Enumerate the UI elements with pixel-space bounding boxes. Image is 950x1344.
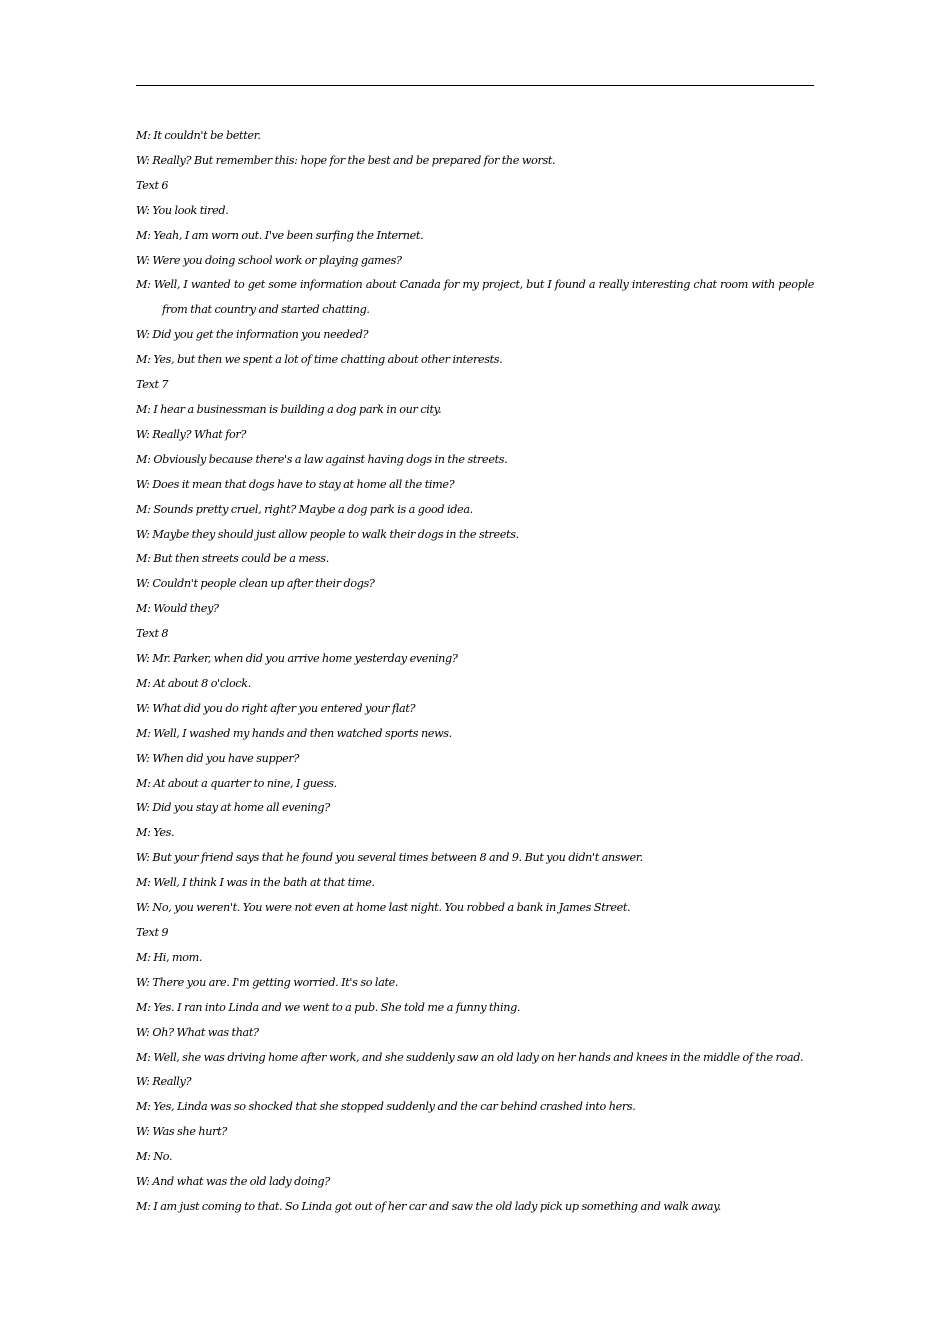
dialogue-line: W: Mr. Parker, when did you arrive home yesterday evening? [136, 652, 458, 666]
dialogue-line: M: At about 8 o'clock. [136, 676, 251, 690]
dialogue-line: W: Did you stay at home all evening? [136, 801, 330, 815]
dialogue-line: M: I hear a businessman is building a dog park in our city. [136, 402, 442, 416]
dialogue-line: W: Did you get the information you needed? [136, 328, 369, 342]
dialogue-line: W: Couldn't people clean up after their dogs? [136, 577, 375, 591]
dialogue-line: W: Really? But remember this: hope for the best and be prepared for the worst. [136, 153, 556, 167]
dialogue-line: M: I am just coming to that. So Linda got out of her car and saw the old lady pick up something and walk away. [136, 1199, 721, 1213]
transcript [136, 124, 814, 1220]
section-heading-text-8: Text 8 [136, 627, 169, 641]
dialogue-line: M: Well, she was driving home after work, and she suddenly saw an old lady on her hands and knees in the middle of the road. [136, 1050, 804, 1064]
dialogue-line: W: No, you weren't. You were not even at home last night. You robbed a bank in James Street. [136, 901, 631, 915]
dialogue-line: M: Would they? [136, 602, 219, 616]
dialogue-line: M: Yeah, I am worn out. I've been surfing the Internet. [136, 228, 424, 242]
dialogue-line: M: At about a quarter to nine, I guess. [136, 776, 337, 790]
dialogue-line: M: Yes. I ran into Linda and we went to a pub. She told me a funny thing. [136, 1000, 521, 1014]
dialogue-line: W: Oh? What was that? [136, 1025, 259, 1039]
section-heading-text-6: Text 6 [136, 178, 169, 192]
dialogue-line: W: Really? [136, 1075, 192, 1089]
dialogue-line: W: When did you have supper? [136, 751, 300, 765]
dialogue-line: M: Yes, Linda was so shocked that she stopped suddenly and the car behind crashed into hers. [136, 1100, 636, 1114]
dialogue-line: W: Really? What for? [136, 427, 247, 441]
dialogue-line: M: No. [136, 1150, 173, 1164]
dialogue-line: M: Hi, mom. [136, 950, 203, 964]
dialogue-line: W: But your friend says that he found you several times between 8 and 9. But you didn't answer. [136, 851, 643, 865]
dialogue-line: M: Well, I think I was in the bath at that time. [136, 876, 375, 890]
dialogue-line: M: Well, I wanted to get some information about Canada for my project, but I found a really interesting chat room with people from that country and started chatting. [136, 278, 814, 317]
section-heading-text-7: Text 7 [136, 378, 169, 392]
dialogue-line: W: Does it mean that dogs have to stay at home all the time? [136, 477, 455, 491]
dialogue-line: M: It couldn't be better. [136, 129, 261, 142]
dialogue-line: W: What did you do right after you entered your flat? [136, 701, 416, 715]
dialogue-line: M: Yes. [136, 826, 175, 840]
header-rule [136, 85, 814, 86]
dialogue-line: W: Was she hurt? [136, 1125, 227, 1139]
dialogue-line: W: You look tired. [136, 203, 229, 217]
dialogue-line: M: Obviously because there's a law against having dogs in the streets. [136, 452, 508, 466]
dialogue-line: M: But then streets could be a mess. [136, 552, 329, 566]
dialogue-line: M: Sounds pretty cruel, right? Maybe a dog park is a good idea. [136, 502, 473, 516]
dialogue-line: W: Maybe they should just allow people to walk their dogs in the streets. [136, 527, 519, 541]
dialogue-line: W: And what was the old lady doing? [136, 1175, 330, 1189]
section-heading-text-9: Text 9 [136, 926, 169, 939]
dialogue-line: M: Well, I washed my hands and then watched sports news. [136, 726, 452, 740]
dialogue-line: W: There you are. I'm getting worried. It's so late. [136, 975, 399, 989]
dialogue-line: M: Yes, but then we spent a lot of time chatting about other interests. [136, 353, 503, 367]
dialogue-line: W: Were you doing school work or playing games? [136, 253, 402, 267]
